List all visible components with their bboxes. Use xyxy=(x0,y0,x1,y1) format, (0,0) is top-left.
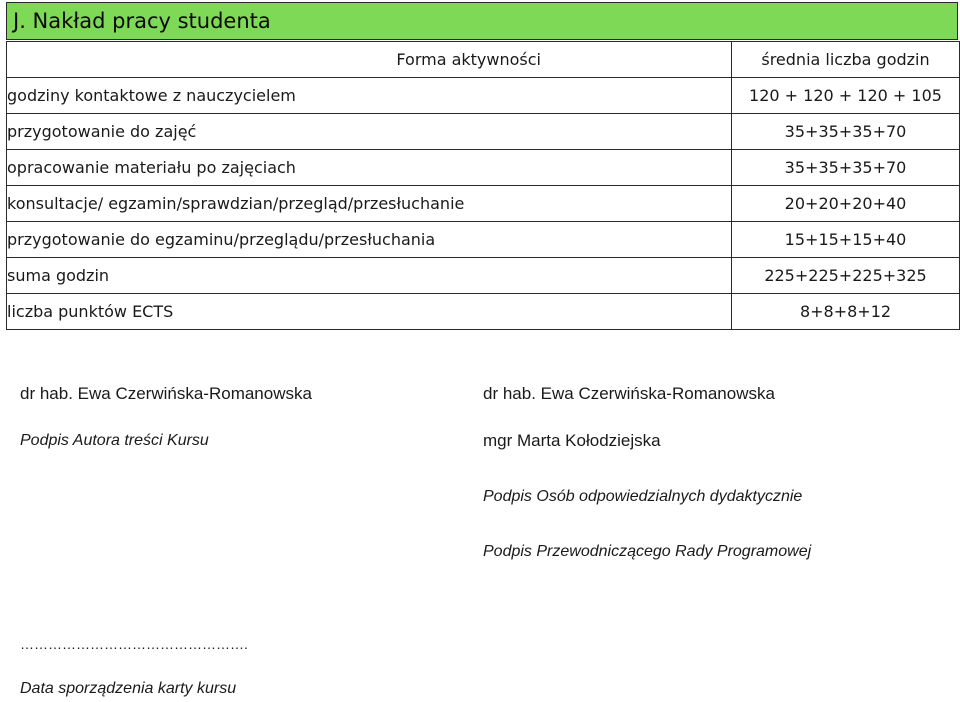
row-label: godziny kontaktowe z nauczycielem xyxy=(7,78,732,114)
table-row xyxy=(7,222,960,258)
table-row xyxy=(7,150,960,186)
row-value: 225+225+225+325 xyxy=(732,258,960,294)
row-value: 35+35+35+70 xyxy=(732,150,960,186)
row-label: liczba punktów ECTS xyxy=(7,294,732,330)
council-chair-signature-caption: Podpis Przewodniczącego Rady Programowej xyxy=(483,543,812,560)
author-signature-caption: Podpis Autora treści Kursu xyxy=(20,432,209,449)
responsible-person-name-2: mgr Marta Kołodziejska xyxy=(483,431,661,450)
table-row xyxy=(7,114,960,150)
table-row xyxy=(7,186,960,222)
responsible-signature-caption: Podpis Osób odpowiedzialnych dydaktycznie xyxy=(483,488,803,505)
table-row xyxy=(7,294,960,330)
row-label: przygotowanie do zajęć xyxy=(7,114,732,150)
table-row xyxy=(7,258,960,294)
row-label: przygotowanie do egzaminu/przeglądu/przesłuchania xyxy=(7,222,732,258)
section-header xyxy=(6,2,958,40)
responsible-person-name-1: dr hab. Ewa Czerwińska-Romanowska xyxy=(483,384,775,403)
date-caption: Data sporządzenia karty kursu xyxy=(20,680,237,697)
row-label: suma godzin xyxy=(7,258,732,294)
table-header-row xyxy=(7,42,960,78)
row-value: 35+35+35+70 xyxy=(732,114,960,150)
row-label: opracowanie materiału po zajęciach xyxy=(7,150,732,186)
row-label: konsultacje/ egzamin/sprawdzian/przegląd/przesłuchanie xyxy=(7,186,732,222)
column-header-activity: Forma aktywności xyxy=(7,42,732,78)
section-title: J. Nakład pracy studenta xyxy=(13,9,271,33)
date-line: …………………………………………. xyxy=(20,636,248,652)
row-value: 20+20+20+40 xyxy=(732,186,960,222)
author-name: dr hab. Ewa Czerwińska-Romanowska xyxy=(20,384,312,403)
row-value: 120 + 120 + 120 + 105 xyxy=(732,78,960,114)
column-header-hours: średnia liczba godzin xyxy=(732,42,960,78)
row-value: 8+8+8+12 xyxy=(732,294,960,330)
row-value: 15+15+15+40 xyxy=(732,222,960,258)
workload-table xyxy=(6,41,960,330)
table-row xyxy=(7,78,960,114)
